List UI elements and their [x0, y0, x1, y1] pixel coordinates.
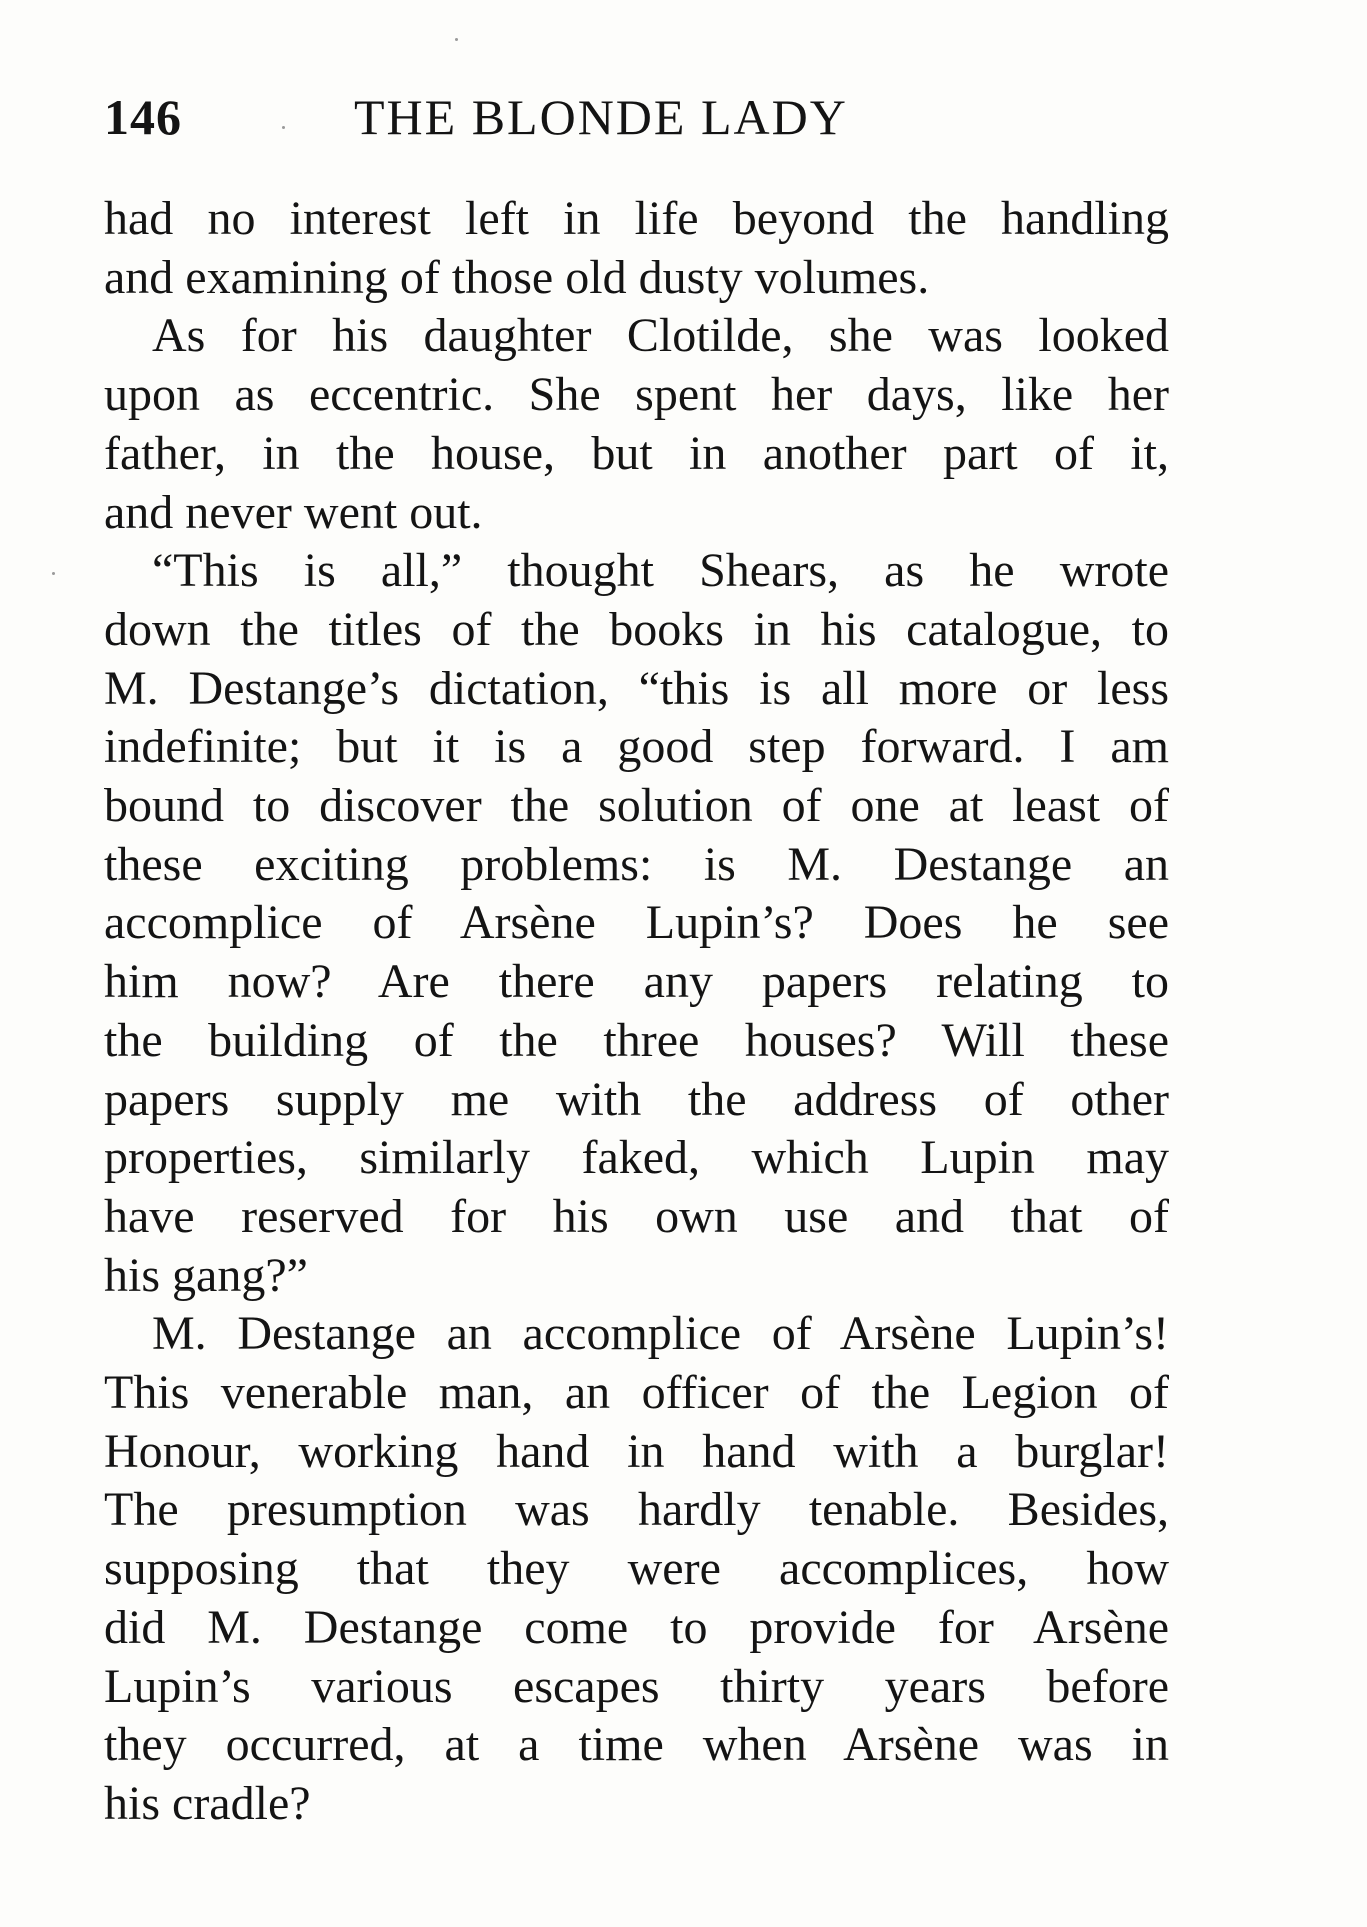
paragraph: [104, 190, 1169, 307]
page-number: 146: [104, 89, 182, 145]
text-line: him now? Are there any papers relating to: [104, 955, 1169, 1009]
paragraph: [104, 542, 1169, 1305]
text-line: papers supply me with the address of other: [104, 1072, 1169, 1126]
text-line: properties, similarly faked, which Lupin may: [104, 1131, 1169, 1185]
text-line: his cradle?: [104, 1776, 311, 1830]
text-line: accomplice of Arsène Lupin’s? Does he see: [104, 896, 1169, 950]
text-line: these exciting problems: is M. Destange an: [104, 837, 1169, 891]
paper-speck: [455, 38, 458, 41]
text-line: did M. Destange come to provide for Arsène: [104, 1600, 1169, 1654]
text-line: M. Destange’s dictation, “this is all more or less: [104, 661, 1169, 715]
text-line: M. Destange an accomplice of Arsène Lupin’s!: [152, 1307, 1169, 1361]
text-line: This venerable man, an officer of the Legion of: [104, 1366, 1169, 1420]
text-line: his gang?”: [104, 1248, 308, 1302]
body-text: [104, 190, 1169, 1834]
paper-speck: [282, 126, 285, 129]
text-line: father, in the house, but in another part of it,: [104, 426, 1169, 480]
text-line: supposing that they were accomplices, how: [104, 1542, 1169, 1596]
text-line: indefinite; but it is a good step forward. I am: [104, 720, 1169, 774]
text-line: “This is all,” thought Shears, as he wrote: [152, 544, 1169, 598]
text-line: have reserved for his own use and that of: [104, 1189, 1169, 1243]
text-line: bound to discover the solution of one at least of: [104, 779, 1169, 833]
text-line: Honour, working hand in hand with a burglar!: [104, 1424, 1169, 1478]
text-line: down the titles of the books in his catalogue, to: [104, 602, 1169, 656]
paper-speck: [52, 572, 55, 575]
text-line: Lupin’s various escapes thirty years before: [104, 1659, 1169, 1713]
text-line: and examining of those old dusty volumes.: [104, 250, 930, 304]
text-line: The presumption was hardly tenable. Besides,: [104, 1483, 1169, 1537]
text-line: had no interest left in life beyond the handling: [104, 192, 1169, 245]
paragraph: [104, 307, 1169, 542]
text-line: upon as eccentric. She spent her days, like her: [104, 368, 1169, 422]
text-line: they occurred, at a time when Arsène was in: [104, 1718, 1169, 1772]
paragraph: [104, 1305, 1169, 1833]
page-header: [104, 82, 1169, 152]
text-line: the building of the three houses? Will these: [104, 1013, 1169, 1067]
text-line: As for his daughter Clotilde, she was looked: [152, 309, 1169, 363]
running-title: THE BLONDE LADY: [354, 89, 848, 145]
text-line: and never went out.: [104, 485, 483, 539]
